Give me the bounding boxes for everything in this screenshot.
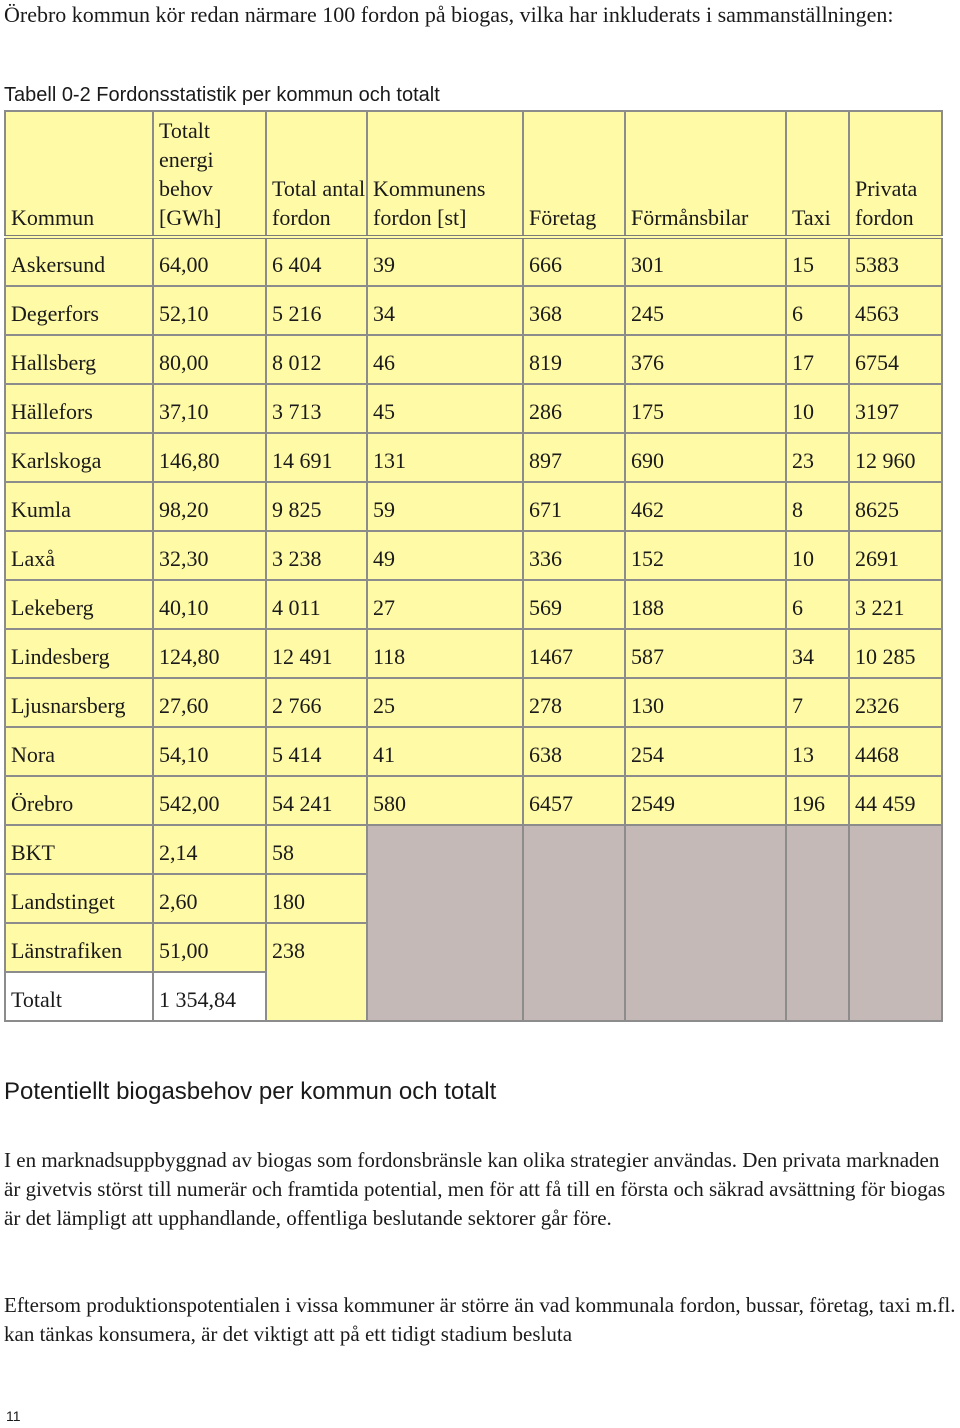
table-cell: 3197 bbox=[849, 384, 942, 433]
table-cell: 238 bbox=[266, 923, 367, 972]
table-cell: 8 012 bbox=[266, 335, 367, 384]
row-label: Laxå bbox=[5, 531, 153, 580]
table-cell: 27 bbox=[367, 580, 523, 629]
table-cell: 336 bbox=[523, 531, 625, 580]
table-cell: 3 221 bbox=[849, 580, 942, 629]
table-row bbox=[5, 629, 942, 678]
table-cell: 13 bbox=[786, 727, 849, 776]
header-taxi: Taxi bbox=[786, 111, 849, 237]
table-cell: 690 bbox=[625, 433, 786, 482]
table-cell: 4563 bbox=[849, 286, 942, 335]
empty-cell bbox=[367, 923, 523, 972]
table-cell: 638 bbox=[523, 727, 625, 776]
header-energy: Totalt energi behov [GWh] bbox=[153, 111, 266, 237]
empty-cell bbox=[523, 874, 625, 923]
intro-text: Örebro kommun kör redan närmare 100 fordon på biogas, vilka har inkluderats i sammanställningen: bbox=[4, 2, 894, 27]
table-cell: 245 bbox=[625, 286, 786, 335]
table-cell: 2,60 bbox=[153, 874, 266, 923]
table-cell: 2326 bbox=[849, 678, 942, 727]
row-label: Lindesberg bbox=[5, 629, 153, 678]
table-cell: 254 bbox=[625, 727, 786, 776]
empty-cell bbox=[367, 874, 523, 923]
row-label: Örebro bbox=[5, 776, 153, 825]
table-cell: 3 713 bbox=[266, 384, 367, 433]
table-cell: 51,00 bbox=[153, 923, 266, 972]
row-label: Hällefors bbox=[5, 384, 153, 433]
empty-cell bbox=[625, 923, 786, 972]
table-cell: 15 bbox=[786, 237, 849, 286]
table-cell: 46 bbox=[367, 335, 523, 384]
table-cell: 10 bbox=[786, 531, 849, 580]
table-cell: 5 216 bbox=[266, 286, 367, 335]
table-row bbox=[5, 923, 942, 972]
empty-cell bbox=[849, 825, 942, 874]
table-cell: 54,10 bbox=[153, 727, 266, 776]
page-number: 11 bbox=[6, 1408, 21, 1424]
table-cell: 27,60 bbox=[153, 678, 266, 727]
table-cell: 897 bbox=[523, 433, 625, 482]
empty-cell bbox=[367, 972, 523, 1021]
table-cell: 58 bbox=[266, 825, 367, 874]
row-label: Hallsberg bbox=[5, 335, 153, 384]
table-cell: 542,00 bbox=[153, 776, 266, 825]
table-cell: 64,00 bbox=[153, 237, 266, 286]
table-cell: 6 bbox=[786, 286, 849, 335]
table-cell: 25 bbox=[367, 678, 523, 727]
table-cell: 5 414 bbox=[266, 727, 367, 776]
empty-cell bbox=[786, 825, 849, 874]
empty-cell bbox=[786, 874, 849, 923]
table-cell: 152 bbox=[625, 531, 786, 580]
table-cell: 569 bbox=[523, 580, 625, 629]
table-cell: 8 bbox=[786, 482, 849, 531]
table-cell: 146,80 bbox=[153, 433, 266, 482]
paragraph: I en marknadsuppbyggnad av biogas som fordonsbränsle kan olika strategier användas. Den privata marknaden är givetvis störst till numerär och framtida potential, men för att få till en första och säkrad avsättning för biogas är det lämpligt att upphandlande, offentliga beslutande sektorer går före. bbox=[4, 1148, 946, 1230]
table-row bbox=[5, 286, 942, 335]
table-cell: 3 238 bbox=[266, 531, 367, 580]
table-cell: 196 bbox=[786, 776, 849, 825]
table-row bbox=[5, 531, 942, 580]
table-cell: 4 011 bbox=[266, 580, 367, 629]
row-label: Ljusnarsberg bbox=[5, 678, 153, 727]
empty-cell bbox=[625, 874, 786, 923]
row-label: Kumla bbox=[5, 482, 153, 531]
row-label: Askersund bbox=[5, 237, 153, 286]
header-kommun: Kommun bbox=[5, 111, 153, 237]
empty-cell bbox=[849, 923, 942, 972]
table-cell: 49 bbox=[367, 531, 523, 580]
table-cell: 286 bbox=[523, 384, 625, 433]
empty-cell bbox=[266, 972, 367, 1021]
table-cell: 41 bbox=[367, 727, 523, 776]
table-cell: 2691 bbox=[849, 531, 942, 580]
table-cell: 80,00 bbox=[153, 335, 266, 384]
table-row bbox=[5, 482, 942, 531]
row-label: Karlskoga bbox=[5, 433, 153, 482]
table-cell: 6754 bbox=[849, 335, 942, 384]
table-cell: 34 bbox=[367, 286, 523, 335]
table-cell: 6 404 bbox=[266, 237, 367, 286]
table-cell: 52,10 bbox=[153, 286, 266, 335]
table-cell: 301 bbox=[625, 237, 786, 286]
table-cell: 376 bbox=[625, 335, 786, 384]
table-cell: 23 bbox=[786, 433, 849, 482]
table-cell: 40,10 bbox=[153, 580, 266, 629]
row-label: Degerfors bbox=[5, 286, 153, 335]
empty-cell bbox=[625, 825, 786, 874]
table-cell: 587 bbox=[625, 629, 786, 678]
table-cell: 54 241 bbox=[266, 776, 367, 825]
empty-cell bbox=[786, 923, 849, 972]
section-heading: Potentiellt biogasbehov per kommun och totalt bbox=[4, 1078, 497, 1105]
table-cell: 1467 bbox=[523, 629, 625, 678]
header-companies: Företag bbox=[523, 111, 625, 237]
empty-cell bbox=[849, 874, 942, 923]
table-cell: 7 bbox=[786, 678, 849, 727]
table-row bbox=[5, 972, 942, 1021]
row-label: Nora bbox=[5, 727, 153, 776]
table-cell: 34 bbox=[786, 629, 849, 678]
table-cell: 175 bbox=[625, 384, 786, 433]
table-cell: 17 bbox=[786, 335, 849, 384]
table-row bbox=[5, 727, 942, 776]
vehicle-stats-table bbox=[4, 110, 943, 1022]
table-cell: 45 bbox=[367, 384, 523, 433]
table-cell: 180 bbox=[266, 874, 367, 923]
table-cell: 8625 bbox=[849, 482, 942, 531]
table-row bbox=[5, 433, 942, 482]
table-cell: 44 459 bbox=[849, 776, 942, 825]
paragraph: Eftersom produktionspotentialen i vissa kommuner är större än vad kommunala fordon, bussar, företag, taxi m.fl. kan tänkas konsumera, är det viktigt att på ett tidigt stadium besluta bbox=[4, 1293, 956, 1346]
row-label: Landstinget bbox=[5, 874, 153, 923]
table-cell: 2,14 bbox=[153, 825, 266, 874]
table-cell: 130 bbox=[625, 678, 786, 727]
table-cell: 59 bbox=[367, 482, 523, 531]
table-cell: 671 bbox=[523, 482, 625, 531]
table-cell: 188 bbox=[625, 580, 786, 629]
table-cell: 4468 bbox=[849, 727, 942, 776]
table-row bbox=[5, 776, 942, 825]
header-total-vehicles: Total antal fordon bbox=[266, 111, 367, 237]
row-label: Lekeberg bbox=[5, 580, 153, 629]
table-cell: 12 491 bbox=[266, 629, 367, 678]
table-row bbox=[5, 874, 942, 923]
empty-cell bbox=[786, 972, 849, 1021]
table-cell: 12 960 bbox=[849, 433, 942, 482]
table-cell: 462 bbox=[625, 482, 786, 531]
empty-cell bbox=[367, 825, 523, 874]
header-private-vehicles: Privata fordon bbox=[849, 111, 942, 237]
table-cell: 5383 bbox=[849, 237, 942, 286]
table-cell: 1 354,84 bbox=[153, 972, 266, 1021]
row-label: BKT bbox=[5, 825, 153, 874]
table-cell: 580 bbox=[367, 776, 523, 825]
table-cell: 368 bbox=[523, 286, 625, 335]
table-cell: 131 bbox=[367, 433, 523, 482]
empty-cell bbox=[523, 825, 625, 874]
table-row bbox=[5, 580, 942, 629]
row-label: Totalt bbox=[5, 972, 153, 1021]
table-cell: 6 bbox=[786, 580, 849, 629]
table-row bbox=[5, 384, 942, 433]
table-caption: Tabell 0-2 Fordonsstatistik per kommun och totalt bbox=[4, 84, 440, 106]
table-cell: 819 bbox=[523, 335, 625, 384]
table-cell: 98,20 bbox=[153, 482, 266, 531]
header-municipal-vehicles: Kommunens fordon [st] bbox=[367, 111, 523, 237]
table-cell: 32,30 bbox=[153, 531, 266, 580]
table-cell: 10 bbox=[786, 384, 849, 433]
empty-cell bbox=[523, 923, 625, 972]
table-row bbox=[5, 335, 942, 384]
table-cell: 9 825 bbox=[266, 482, 367, 531]
table-cell: 39 bbox=[367, 237, 523, 286]
table-cell: 2549 bbox=[625, 776, 786, 825]
table-cell: 124,80 bbox=[153, 629, 266, 678]
empty-cell bbox=[523, 972, 625, 1021]
table-row bbox=[5, 237, 942, 286]
table-row bbox=[5, 678, 942, 727]
empty-cell bbox=[849, 972, 942, 1021]
table-cell: 14 691 bbox=[266, 433, 367, 482]
table-row bbox=[5, 825, 942, 874]
table-cell: 6457 bbox=[523, 776, 625, 825]
header-benefit-cars: Förmånsbilar bbox=[625, 111, 786, 237]
table-cell: 10 285 bbox=[849, 629, 942, 678]
table-cell: 2 766 bbox=[266, 678, 367, 727]
table-header-row bbox=[5, 111, 942, 237]
table-cell: 118 bbox=[367, 629, 523, 678]
row-label: Länstrafiken bbox=[5, 923, 153, 972]
table-cell: 37,10 bbox=[153, 384, 266, 433]
empty-cell bbox=[625, 972, 786, 1021]
table-cell: 666 bbox=[523, 237, 625, 286]
table-cell: 278 bbox=[523, 678, 625, 727]
